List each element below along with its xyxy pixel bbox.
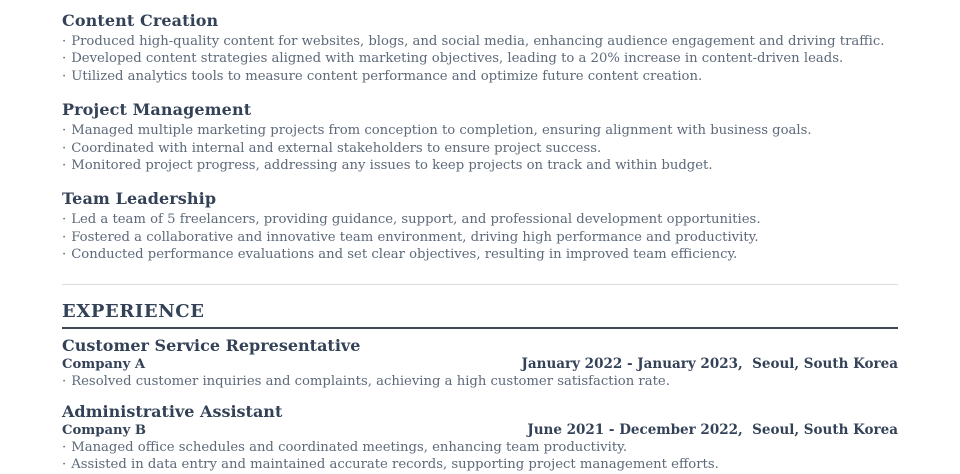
bullet-line	[62, 246, 898, 263]
bullet-line	[62, 157, 898, 174]
company-name: Company A	[62, 356, 146, 372]
bullet-text: Managed office schedules and coordinated meetings, enhancing team productivity.	[71, 440, 628, 456]
bullet-text: Assisted in data entry and maintained accurate records, supporting project management efforts.	[71, 457, 719, 473]
bullet-line	[62, 373, 898, 390]
bullet-dot: ·	[62, 457, 67, 473]
bullet-dot: ·	[62, 158, 67, 174]
bullet-dot: ·	[62, 247, 67, 263]
bullet-text: Led a team of 5 freelancers, providing guidance, support, and professional development opportunities.	[71, 212, 761, 228]
bullet-text: Developed content strategies aligned with marketing objectives, leading to a 20% increase in content-driven leads.	[71, 51, 844, 67]
bullet-text: Conducted performance evaluations and set clear objectives, resulting in improved team efficiency.	[71, 247, 738, 263]
bullet-text: Monitored project progress, addressing any issues to keep projects on track and within budget.	[71, 158, 713, 174]
date-location: January 2022 - January 2023, Seoul, South Korea	[521, 355, 898, 372]
bullet-line	[62, 68, 898, 85]
company-name: Company B	[62, 423, 146, 439]
bullet-text: Utilized analytics tools to measure content performance and optimize future content creation.	[71, 68, 703, 84]
bullet-line	[62, 229, 898, 246]
bullet-dot: ·	[62, 140, 67, 156]
skill-group-title: Project Management	[62, 100, 252, 120]
section-divider	[62, 284, 898, 285]
bullet-text: Produced high-quality content for websites, blogs, and social media, enhancing audience engagement and driving traffic.	[71, 34, 885, 49]
skill-group-team-leadership	[62, 188, 898, 263]
experience-section	[62, 301, 898, 474]
bullet-line	[62, 439, 898, 456]
bullet-dot: ·	[62, 373, 67, 389]
job-meta-row	[62, 356, 898, 373]
job-meta-row	[62, 422, 898, 439]
skill-group-title: Team Leadership	[62, 189, 217, 209]
bullet-text: Fostered a collaborative and innovative team environment, driving high performance and productivity.	[71, 229, 759, 245]
bullet-line	[62, 140, 898, 157]
bullet-dot: ·	[62, 68, 67, 84]
bullet-line	[62, 122, 898, 139]
skill-group-project-management	[62, 99, 898, 174]
job-title: Administrative Assistant	[62, 402, 283, 422]
experience-heading: EXPERIENCE	[62, 301, 898, 329]
job-title: Customer Service Representative	[62, 335, 361, 355]
bullet-dot: ·	[62, 212, 67, 228]
bullet-text: Coordinated with internal and external stakeholders to ensure project success.	[71, 140, 602, 156]
bullet-dot: ·	[62, 440, 67, 456]
bullet-text: Managed multiple marketing projects from conception to completion, ensuring alignment with business goals.	[71, 123, 812, 139]
skill-group-content-creation	[62, 10, 898, 85]
date-location: June 2021 - December 2022, Seoul, South Korea	[527, 422, 898, 439]
bullet-line	[62, 33, 898, 50]
experience-entry-administrative-assistant	[62, 402, 898, 474]
skills-section	[62, 10, 898, 264]
bullet-line	[62, 50, 898, 67]
bullet-dot: ·	[62, 34, 67, 49]
skill-group-title: Content Creation	[62, 11, 219, 30]
experience-entry-customer-service	[62, 336, 898, 390]
bullet-dot: ·	[62, 123, 67, 139]
bullet-dot: ·	[62, 229, 67, 245]
bullet-line	[62, 211, 898, 228]
bullet-dot: ·	[62, 51, 67, 67]
bullet-line	[62, 456, 898, 473]
bullet-text: Resolved customer inquiries and complaints, achieving a high customer satisfaction rate.	[71, 373, 670, 389]
